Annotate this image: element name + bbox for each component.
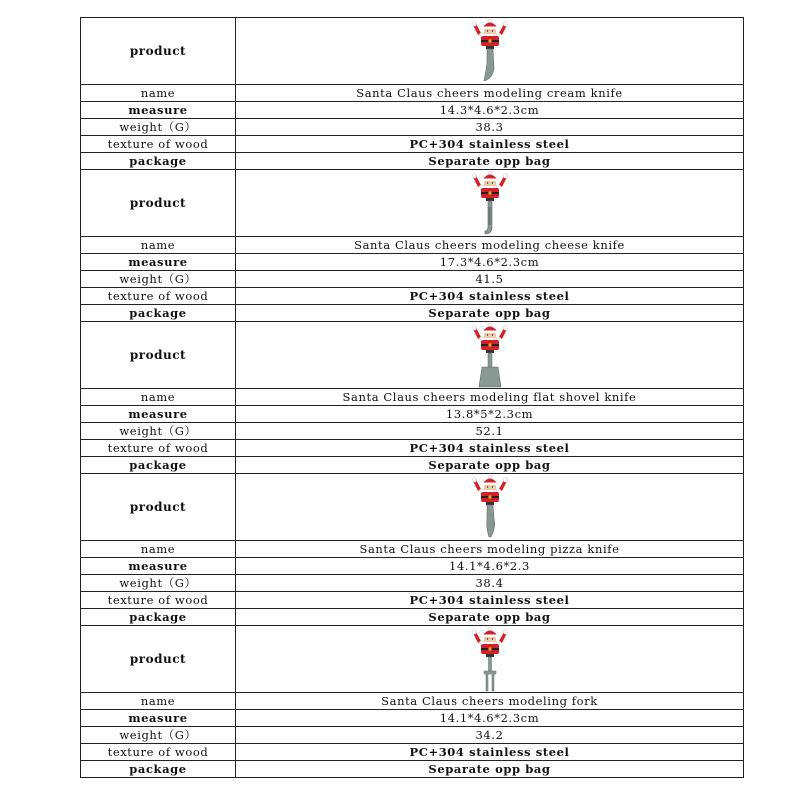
weight-value: 41.5: [236, 271, 744, 288]
product-label: product: [81, 626, 236, 693]
package-label: package: [81, 761, 236, 778]
product-row: [81, 474, 744, 541]
texture-label: texture of wood: [81, 744, 236, 761]
santa-flat-shovel-knife-image: [470, 323, 510, 387]
measure-label: measure: [81, 406, 236, 423]
package-label: package: [81, 609, 236, 626]
texture-row: [81, 288, 744, 305]
name-label: name: [81, 541, 236, 558]
name-value: Santa Claus cheers modeling pizza knife: [236, 541, 744, 558]
name-value: Santa Claus cheers modeling cream knife: [236, 85, 744, 102]
weight-label: weight（G）: [81, 119, 236, 136]
name-row: [81, 541, 744, 558]
measure-label: measure: [81, 558, 236, 575]
product-row: [81, 18, 744, 85]
package-row: [81, 609, 744, 626]
product-image-cell: [236, 170, 744, 237]
package-row: [81, 457, 744, 474]
product-image-cell: [236, 322, 744, 389]
measure-row: [81, 406, 744, 423]
texture-value: PC+304 stainless steel: [236, 440, 744, 457]
name-label: name: [81, 693, 236, 710]
texture-label: texture of wood: [81, 592, 236, 609]
weight-label: weight（G）: [81, 423, 236, 440]
weight-row: [81, 271, 744, 288]
name-value: Santa Claus cheers modeling fork: [236, 693, 744, 710]
weight-label: weight（G）: [81, 271, 236, 288]
name-row: [81, 237, 744, 254]
product-image-cell: [236, 474, 744, 541]
santa-pizza-knife-image: [470, 475, 510, 539]
product-label: product: [81, 170, 236, 237]
measure-value: 14.1*4.6*2.3cm: [236, 710, 744, 727]
weight-value: 38.4: [236, 575, 744, 592]
measure-value: 14.3*4.6*2.3cm: [236, 102, 744, 119]
texture-row: [81, 744, 744, 761]
product-label: product: [81, 322, 236, 389]
package-value: Separate opp bag: [236, 457, 744, 474]
measure-row: [81, 558, 744, 575]
package-value: Separate opp bag: [236, 609, 744, 626]
measure-row: [81, 254, 744, 271]
weight-row: [81, 423, 744, 440]
measure-value: 17.3*4.6*2.3cm: [236, 254, 744, 271]
measure-value: 13.8*5*2.3cm: [236, 406, 744, 423]
name-label: name: [81, 237, 236, 254]
measure-label: measure: [81, 254, 236, 271]
texture-value: PC+304 stainless steel: [236, 744, 744, 761]
name-label: name: [81, 85, 236, 102]
santa-cream-knife-image: [470, 19, 510, 83]
package-label: package: [81, 305, 236, 322]
weight-label: weight（G）: [81, 575, 236, 592]
weight-row: [81, 727, 744, 744]
measure-row: [81, 102, 744, 119]
package-row: [81, 761, 744, 778]
texture-row: [81, 440, 744, 457]
product-label: product: [81, 18, 236, 85]
texture-value: PC+304 stainless steel: [236, 288, 744, 305]
texture-label: texture of wood: [81, 440, 236, 457]
package-row: [81, 153, 744, 170]
package-label: package: [81, 153, 236, 170]
name-value: Santa Claus cheers modeling cheese knife: [236, 237, 744, 254]
package-label: package: [81, 457, 236, 474]
measure-row: [81, 710, 744, 727]
texture-row: [81, 136, 744, 153]
texture-label: texture of wood: [81, 136, 236, 153]
weight-row: [81, 575, 744, 592]
weight-value: 52.1: [236, 423, 744, 440]
santa-cheese-knife-image: [470, 171, 510, 235]
name-row: [81, 85, 744, 102]
santa-fork-image: [470, 627, 510, 691]
weight-value: 34.2: [236, 727, 744, 744]
product-image-cell: [236, 626, 744, 693]
measure-value: 14.1*4.6*2.3: [236, 558, 744, 575]
weight-row: [81, 119, 744, 136]
name-row: [81, 693, 744, 710]
product-image-cell: [236, 18, 744, 85]
texture-label: texture of wood: [81, 288, 236, 305]
texture-row: [81, 592, 744, 609]
product-label: product: [81, 474, 236, 541]
package-value: Separate opp bag: [236, 761, 744, 778]
product-row: [81, 170, 744, 237]
texture-value: PC+304 stainless steel: [236, 592, 744, 609]
name-label: name: [81, 389, 236, 406]
package-row: [81, 305, 744, 322]
product-row: [81, 626, 744, 693]
name-row: [81, 389, 744, 406]
weight-label: weight（G）: [81, 727, 236, 744]
measure-label: measure: [81, 710, 236, 727]
spec-table: [80, 17, 744, 778]
product-row: [81, 322, 744, 389]
weight-value: 38.3: [236, 119, 744, 136]
package-value: Separate opp bag: [236, 153, 744, 170]
package-value: Separate opp bag: [236, 305, 744, 322]
measure-label: measure: [81, 102, 236, 119]
name-value: Santa Claus cheers modeling flat shovel knife: [236, 389, 744, 406]
texture-value: PC+304 stainless steel: [236, 136, 744, 153]
